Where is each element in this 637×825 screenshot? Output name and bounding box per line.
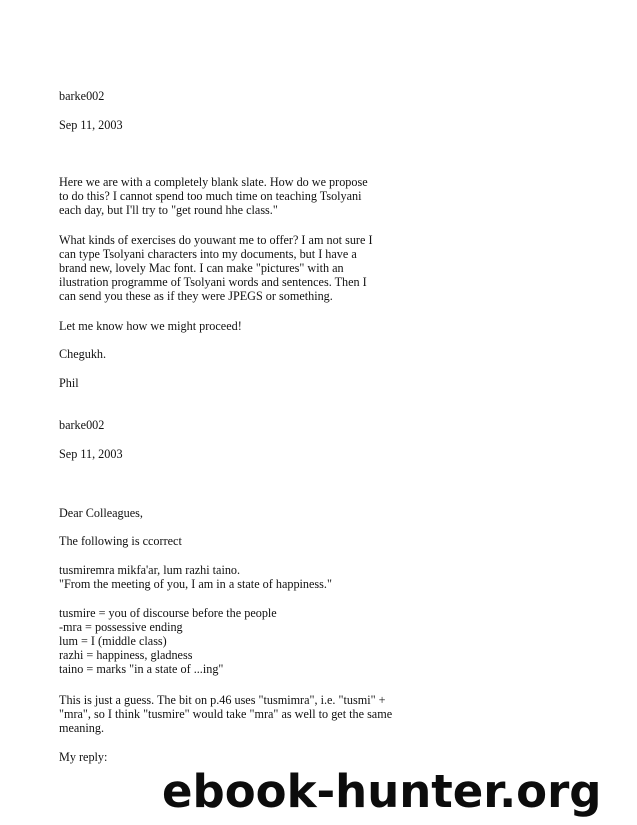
entry1-signoff: Chegukh. xyxy=(59,347,107,361)
entry1-p2-line4: ilustration programme of Tsolyani words and sentences. Then I xyxy=(59,275,367,289)
entry1-p3: Let me know how we might proceed! xyxy=(59,319,242,333)
watermark: ebook-hunter.org xyxy=(162,765,602,818)
entry2-p4-line2: "mra", so I think "tusmire" would take "mra" as well to get the same xyxy=(59,707,393,721)
entry2-p3-line5: taino = marks "in a state of ...ing" xyxy=(59,662,224,676)
entry2-p5: My reply: xyxy=(59,750,108,764)
entry2-p3-line1: tusmire = you of discourse before the people xyxy=(59,606,277,620)
entry2-p3-line3: lum = I (middle class) xyxy=(59,634,167,648)
entry2-p4-line3: meaning. xyxy=(59,721,105,735)
entry1-p2-line1: What kinds of exercises do youwant me to offer? I am not sure I xyxy=(59,233,373,247)
entry2-date: Sep 11, 2003 xyxy=(59,447,123,461)
entry1-p1-line3: each day, but I'll try to "get round hhe class." xyxy=(59,203,278,217)
entry1-author: barke002 xyxy=(59,89,105,103)
entry2-author: barke002 xyxy=(59,418,105,432)
entry1-p2-line3: brand new, lovely Mac font. I can make "pictures" with an xyxy=(59,261,344,275)
entry2-p2-line2: "From the meeting of you, I am in a state of happiness." xyxy=(59,577,332,591)
entry1-signature: Phil xyxy=(59,376,79,390)
entry1-p2-line5: can send you these as if they were JPEGS or something. xyxy=(59,289,333,303)
entry1-date: Sep 11, 2003 xyxy=(59,118,123,132)
entry2-p3-line4: razhi = happiness, gladness xyxy=(59,648,193,662)
entry2-p1: The following is ccorrect xyxy=(59,534,182,548)
entry2-p4-line1: This is just a guess. The bit on p.46 uses "tusmimra", i.e. "tusmi" + xyxy=(59,693,386,707)
entry1-p2-line2: can type Tsolyani characters into my documents, but I have a xyxy=(59,247,357,261)
entry2-p3-line2: -mra = possessive ending xyxy=(59,620,183,634)
entry1-p1-line2: to do this? I cannot spend too much time on teaching Tsolyani xyxy=(59,189,362,203)
entry1-p1-line1: Here we are with a completely blank slate. How do we propose xyxy=(59,175,368,189)
entry2-p2-line1: tusmiremra mikfa'ar, lum razhi taino. xyxy=(59,563,241,577)
entry2-greeting: Dear Colleagues, xyxy=(59,506,143,520)
